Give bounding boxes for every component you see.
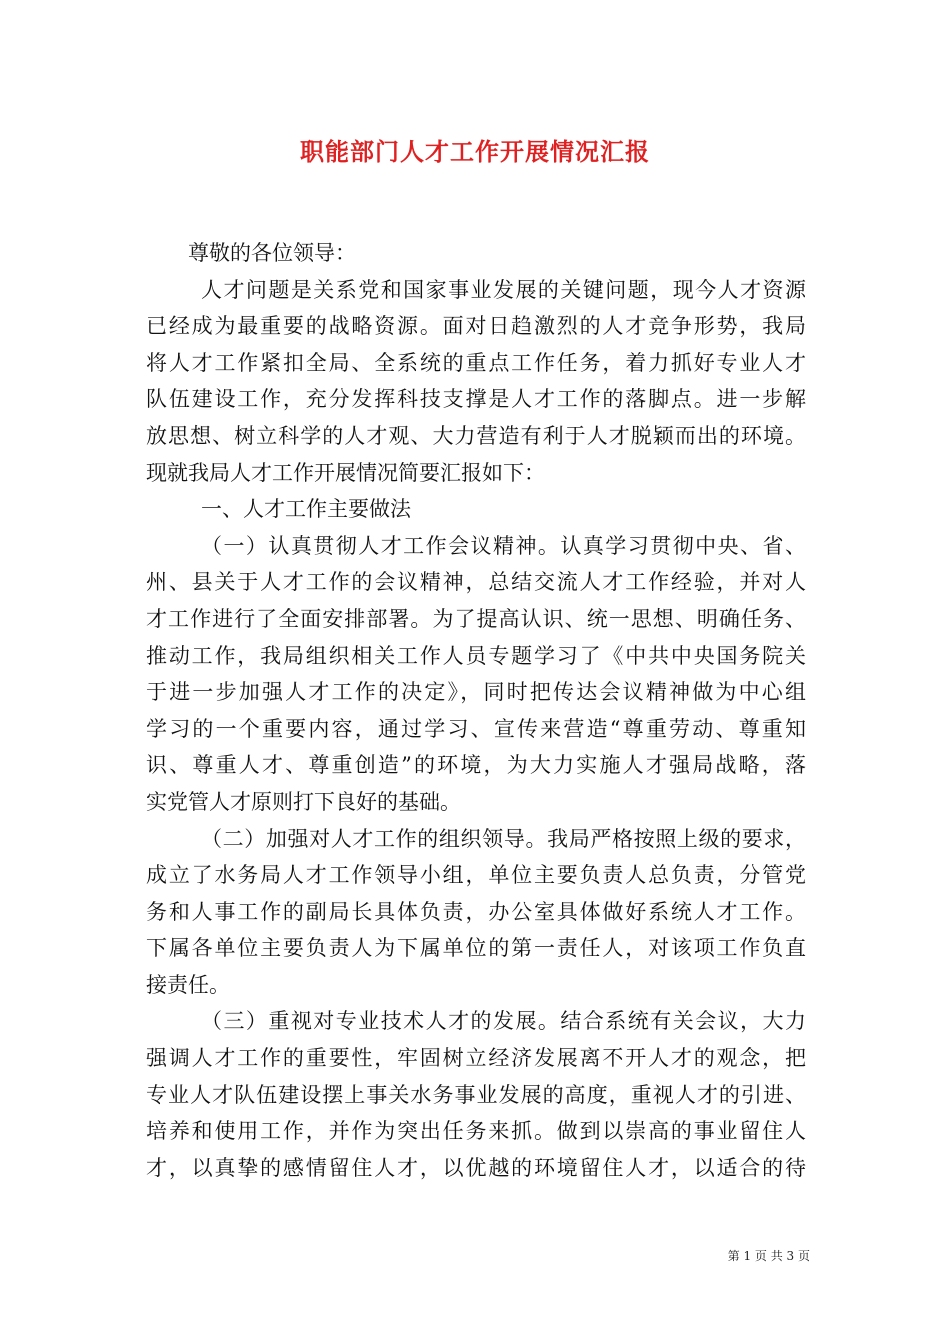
text-line: 州、县关于人才工作的会议精神，总结交流人才工作经验，并对人 <box>146 570 806 595</box>
document-body <box>146 235 806 1186</box>
text-line: 强调人才工作的重要性，牢固树立经济发展离不开人才的观念，把 <box>146 1046 806 1071</box>
text-line: 专业人才队伍建设摆上事关水务事业发展的高度，重视人才的引进、 <box>146 1082 806 1107</box>
text-line: （二）加强对人才工作的组织领导。我局严格按照上级的要求， <box>201 826 806 851</box>
text-line: 人才问题是关系党和国家事业发展的关键问题，现今人才资源 <box>201 277 806 302</box>
text-line: 于进一步加强人才工作的决定》，同时把传达会议精神做为中心组 <box>146 680 806 705</box>
text-line: 尊敬的各位领导： <box>188 241 356 265</box>
page-number-footer: 第 1 页 共 3 页 <box>727 1249 810 1263</box>
text-line: 才，以真挚的感情留住人才，以优越的环境留住人才，以适合的待 <box>146 1155 806 1180</box>
text-line: 一、人才工作主要做法 <box>201 497 411 522</box>
text-line: 推动工作，我局组织相关工作人员专题学习了《中共中央国务院关 <box>146 643 806 668</box>
text-line: 实党管人才原则打下良好的基础。 <box>146 789 461 814</box>
text-line: 下属各单位主要负责人为下属单位的第一责任人，对该项工作负直 <box>146 936 806 961</box>
text-line: 已经成为最重要的战略资源。面对日趋激烈的人才竞争形势，我局 <box>146 314 806 339</box>
text-line: 培养和使用工作，并作为突出任务来抓。做到以崇高的事业留住人 <box>146 1119 806 1144</box>
text-line: 将人才工作紧扣全局、全系统的重点工作任务，着力抓好专业人才 <box>146 350 806 375</box>
text-line: 务和人事工作的副局长具体负责，办公室具体做好系统人才工作。 <box>146 899 806 924</box>
text-line: （三）重视对专业技术人才的发展。结合系统有关会议，大力 <box>201 1009 806 1034</box>
text-line: 现就我局人才工作开展情况简要汇报如下： <box>146 460 545 485</box>
text-line: 识、尊重人才、尊重创造”的环境，为大力实施人才强局战略，落 <box>146 753 806 778</box>
text-line: 学习的一个重要内容，通过学习、宣传来营造“尊重劳动、尊重知 <box>146 716 806 741</box>
text-line: 才工作进行了全面安排部署。为了提高认识、统一思想、明确任务、 <box>146 606 806 631</box>
text-line: （一）认真贯彻人才工作会议精神。认真学习贯彻中央、省、 <box>201 533 806 558</box>
text-line: 放思想、树立科学的人才观、大力营造有利于人才脱颖而出的环境。 <box>146 423 806 448</box>
document-title: 职能部门人才工作开展情况汇报 <box>300 137 650 166</box>
text-line: 接责任。 <box>146 972 230 997</box>
text-line: 成立了水务局人才工作领导小组，单位主要负责人总负责，分管党 <box>146 863 806 888</box>
text-line: 队伍建设工作，充分发挥科技支撑是人才工作的落脚点。进一步解 <box>146 387 806 412</box>
